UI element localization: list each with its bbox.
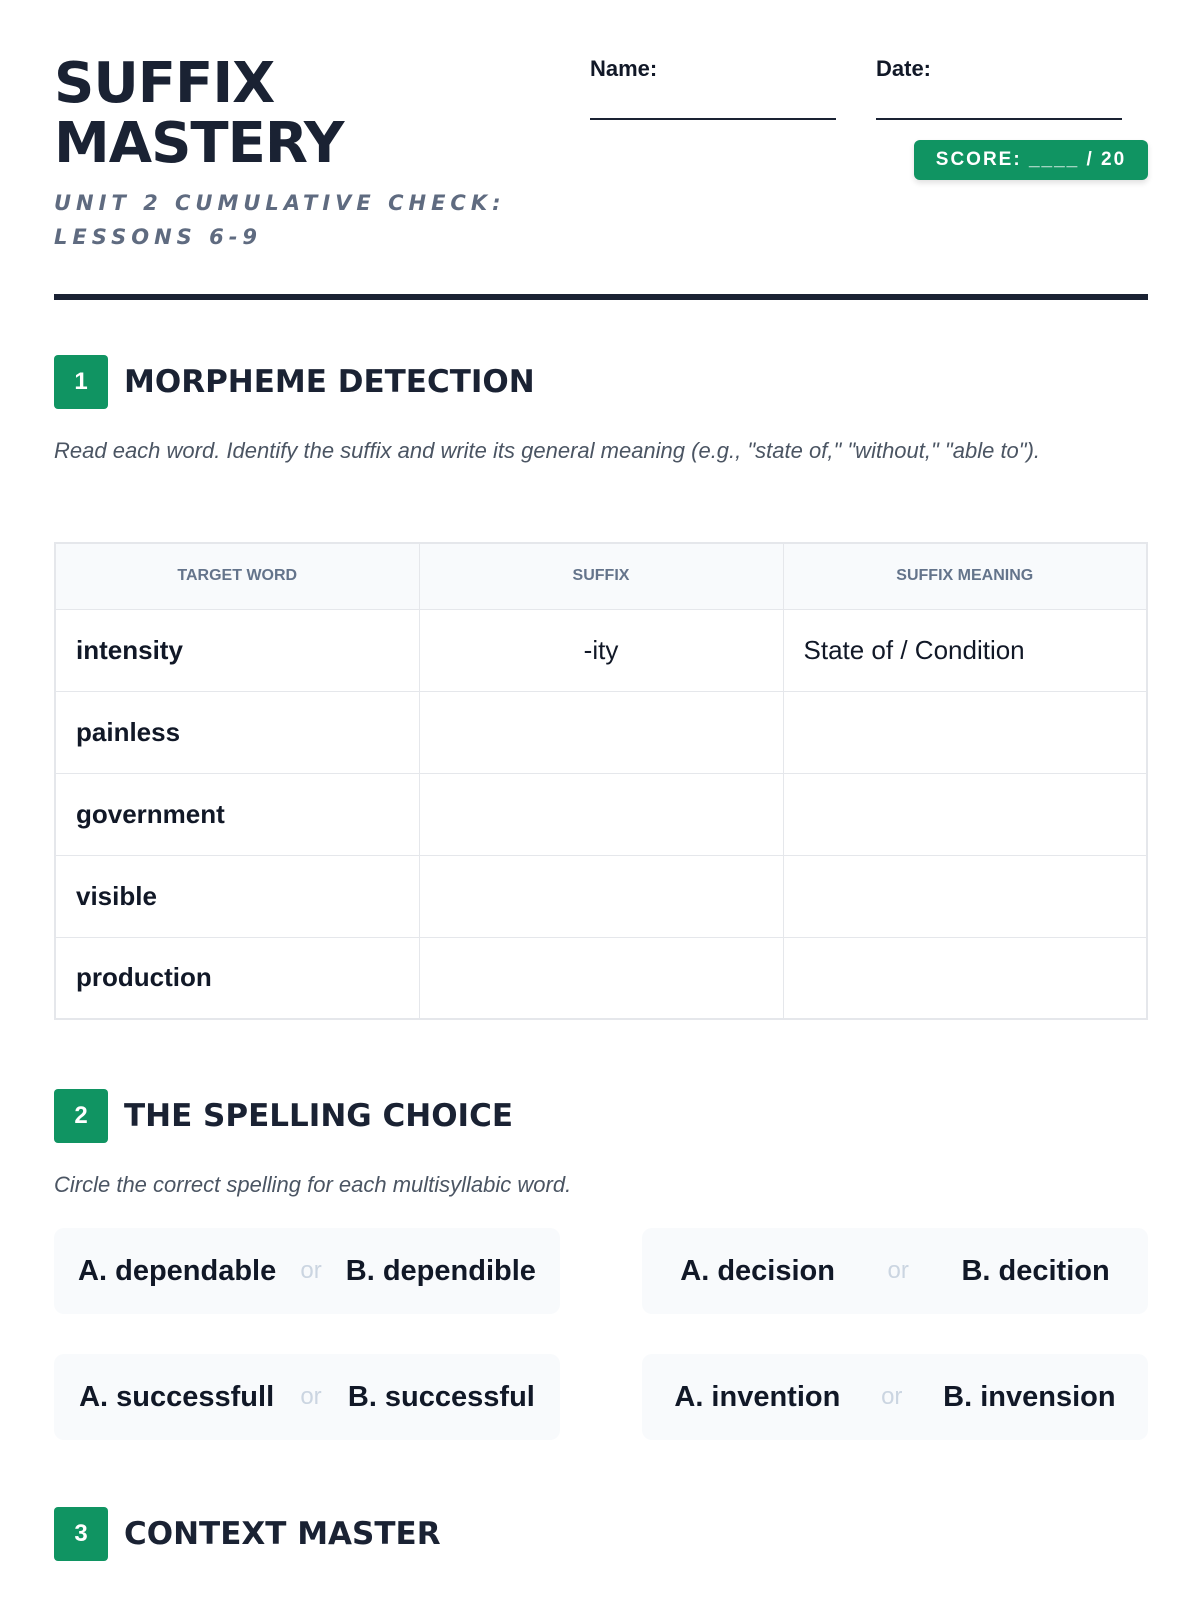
name-blank[interactable] (590, 94, 836, 120)
section-3-heading (54, 1507, 441, 1561)
suffix-cell[interactable] (419, 691, 783, 773)
section-2-heading (54, 1089, 513, 1143)
or-separator: or (300, 1257, 322, 1284)
target-word: production (55, 937, 419, 1019)
suffix-cell[interactable]: -ity (419, 609, 783, 691)
section-3-number: 3 (54, 1507, 108, 1561)
table-row (55, 773, 1147, 855)
column-header: TARGET WORD (55, 543, 419, 609)
table-row (55, 691, 1147, 773)
option-a[interactable]: A. dependable (78, 1254, 277, 1287)
table-header-row (55, 543, 1147, 609)
worksheet-title (54, 51, 344, 176)
subtitle-line-1: UNIT 2 CUMULATIVE CHECK: (54, 191, 506, 215)
date-blank[interactable] (876, 94, 1122, 120)
name-label: Name: (590, 56, 658, 81)
suffix-cell[interactable] (419, 855, 783, 937)
spelling-choice (642, 1228, 1148, 1314)
suffix-cell[interactable] (419, 773, 783, 855)
target-word: government (55, 773, 419, 855)
or-separator: or (887, 1257, 909, 1284)
section-2-number: 2 (54, 1089, 108, 1143)
date-label: Date: (876, 56, 932, 81)
morpheme-table (54, 542, 1148, 1020)
option-b[interactable]: B. successful (347, 1380, 535, 1413)
or-separator: or (881, 1383, 903, 1410)
option-a[interactable]: A. successfull (79, 1380, 275, 1413)
table-row (55, 609, 1147, 691)
spelling-choice (54, 1354, 560, 1440)
target-word: intensity (55, 609, 419, 691)
name-field[interactable] (590, 56, 836, 120)
option-b[interactable]: B. dependible (345, 1254, 536, 1287)
option-b[interactable]: B. invension (943, 1380, 1116, 1413)
title-line-1: SUFFIX (54, 51, 275, 116)
target-word: painless (55, 691, 419, 773)
or-separator: or (300, 1383, 322, 1410)
section-1-heading (54, 355, 535, 409)
meaning-cell[interactable] (783, 691, 1147, 773)
section-2-title: THE SPELLING CHOICE (124, 1098, 514, 1134)
suffix-cell[interactable] (419, 937, 783, 1019)
title-line-2: MASTERY (54, 111, 344, 176)
section-1-number: 1 (54, 355, 108, 409)
meaning-cell[interactable]: State of / Condition (783, 609, 1147, 691)
option-a[interactable]: A. decision (680, 1254, 835, 1287)
section-1-title: MORPHEME DETECTION (124, 364, 535, 400)
column-header: SUFFIX MEANING (783, 543, 1147, 609)
section-2-instructions: Circle the correct spelling for each multisyllabic word. (54, 1172, 572, 1197)
table-row (55, 937, 1147, 1019)
header-divider (54, 294, 1148, 300)
section-1-instructions: Read each word. Identify the suffix and write its general meaning (e.g., "state of," "without," "able to"). (54, 438, 1041, 463)
meaning-cell[interactable] (783, 937, 1147, 1019)
meaning-cell[interactable] (783, 855, 1147, 937)
spelling-choice (642, 1354, 1148, 1440)
table-row (55, 855, 1147, 937)
date-field[interactable] (876, 56, 1122, 120)
option-b[interactable]: B. decition (961, 1254, 1110, 1287)
subtitle-line-2: LESSONS 6-9 (54, 225, 263, 249)
meaning-cell[interactable] (783, 773, 1147, 855)
target-word: visible (55, 855, 419, 937)
worksheet-subtitle (54, 186, 506, 254)
spelling-choice (54, 1228, 560, 1314)
column-header: SUFFIX (419, 543, 783, 609)
section-3-title: CONTEXT MASTER (124, 1516, 441, 1552)
option-a[interactable]: A. invention (674, 1380, 841, 1413)
score-badge: SCORE: ____ / 20 (914, 140, 1148, 180)
worksheet-header (54, 0, 1148, 300)
